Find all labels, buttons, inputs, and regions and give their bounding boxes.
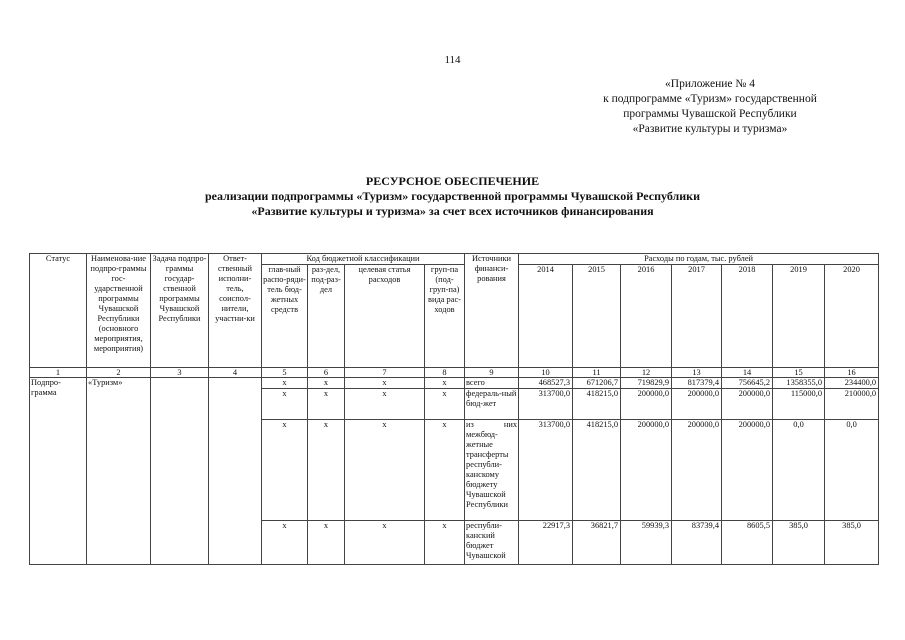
- header-name: Наименова-ние подпро-граммы гос-ударственной программы Чувашской Республики (основного мероприятия, мероприятия): [87, 254, 151, 368]
- column-number: 4: [209, 368, 262, 378]
- value-cell: 418215,0: [573, 420, 621, 521]
- value-cell: 719829,9: [621, 378, 672, 389]
- code-grbs: x: [262, 378, 308, 389]
- value-cell: 200000,0: [722, 420, 773, 521]
- value-cell: 0,0: [773, 420, 825, 521]
- appendix-line-3: программы Чувашской Республики: [623, 108, 797, 120]
- value-cell: 200000,0: [672, 420, 722, 521]
- code-section: x: [308, 521, 345, 565]
- resource-table: [29, 253, 879, 565]
- code-section: x: [308, 420, 345, 521]
- header-year: 2015: [573, 265, 621, 368]
- header-responsible: Ответ-ственный исполни-тель, соиспол-нители, участни-ки: [209, 254, 262, 368]
- header-year: 2016: [621, 265, 672, 368]
- row-name: «Туризм»: [87, 378, 151, 565]
- column-number: 6: [308, 368, 345, 378]
- title-line-1: РЕСУРСНОЕ ОБЕСПЕЧЕНИЕ: [365, 174, 540, 188]
- column-number: 1: [30, 368, 87, 378]
- column-number: 16: [825, 368, 879, 378]
- column-number: 9: [465, 368, 519, 378]
- column-number: 15: [773, 368, 825, 378]
- source-cell: федераль-ный бюд-жет: [465, 389, 519, 420]
- value-cell: 200000,0: [672, 389, 722, 420]
- value-cell: 210000,0: [825, 389, 879, 420]
- source-cell: республи-канский бюджет Чувашской: [465, 521, 519, 565]
- header-row-1: [30, 254, 879, 265]
- column-number: 5: [262, 368, 308, 378]
- title-line-2: реализации подпрограммы «Туризм» государственной программы Чувашской Республики: [204, 189, 701, 203]
- header-grbs: глав-ный распо-ряди-тель бюд-жетных средств: [262, 265, 308, 368]
- title-line-3: «Развитие культуры и туризма» за счет всех источников финансирования: [251, 204, 654, 218]
- code-target: x: [345, 389, 425, 420]
- column-number: 10: [519, 368, 573, 378]
- column-number-row: [30, 368, 879, 378]
- code-group: x: [425, 521, 465, 565]
- column-number: 2: [87, 368, 151, 378]
- column-number: 7: [345, 368, 425, 378]
- header-expenses: Расходы по годам, тыс. рублей: [519, 254, 879, 265]
- value-cell: 200000,0: [722, 389, 773, 420]
- header-year: 2014: [519, 265, 573, 368]
- value-cell: 234400,0: [825, 378, 879, 389]
- appendix-line-1: «Приложение № 4: [665, 78, 755, 90]
- value-cell: 59939,3: [621, 521, 672, 565]
- code-section: x: [308, 378, 345, 389]
- column-number: 11: [573, 368, 621, 378]
- value-cell: 817379,4: [672, 378, 722, 389]
- code-grbs: x: [262, 420, 308, 521]
- header-sources: Источники финанси-рования: [465, 254, 519, 368]
- row-task: [151, 378, 209, 565]
- page-number: 114: [444, 54, 461, 66]
- code-target: x: [345, 378, 425, 389]
- code-group: x: [425, 378, 465, 389]
- column-number: 8: [425, 368, 465, 378]
- value-cell: 83739,4: [672, 521, 722, 565]
- table-row: [30, 378, 879, 389]
- header-task: Задача подпро-граммы государ-ственной программы Чувашской Республики: [151, 254, 209, 368]
- code-grbs: x: [262, 389, 308, 420]
- code-grbs: x: [262, 521, 308, 565]
- header-target: целевая статья расходов: [345, 265, 425, 368]
- code-section: x: [308, 389, 345, 420]
- column-number: 14: [722, 368, 773, 378]
- code-target: x: [345, 521, 425, 565]
- value-cell: 115000,0: [773, 389, 825, 420]
- column-number: 12: [621, 368, 672, 378]
- value-cell: 200000,0: [621, 420, 672, 521]
- value-cell: 385,0: [773, 521, 825, 565]
- source-cell: из них межбюд-жетные трансферты республи-канскому бюджету Чувашской Республики: [465, 420, 519, 521]
- value-cell: 22917,3: [519, 521, 573, 565]
- value-cell: 385,0: [825, 521, 879, 565]
- appendix-heading: [560, 77, 860, 137]
- header-year: 2019: [773, 265, 825, 368]
- value-cell: 0,0: [825, 420, 879, 521]
- value-cell: 1358355,0: [773, 378, 825, 389]
- header-status: Статус: [30, 254, 87, 368]
- document-title: [0, 174, 905, 219]
- appendix-line-2: к подпрограмме «Туризм» государственной: [603, 93, 817, 105]
- code-target: x: [345, 420, 425, 521]
- code-group: x: [425, 420, 465, 521]
- value-cell: 313700,0: [519, 420, 573, 521]
- code-group: x: [425, 389, 465, 420]
- row-status: Подпро-грамма: [30, 378, 87, 565]
- column-number: 3: [151, 368, 209, 378]
- value-cell: 418215,0: [573, 389, 621, 420]
- header-year: 2017: [672, 265, 722, 368]
- header-year: 2018: [722, 265, 773, 368]
- value-cell: 36821,7: [573, 521, 621, 565]
- header-section: раз-дел, под-раз-дел: [308, 265, 345, 368]
- header-group: груп-па (под-груп-па) вида рас-ходов: [425, 265, 465, 368]
- appendix-line-4: «Развитие культуры и туризма»: [632, 123, 788, 135]
- header-year: 2020: [825, 265, 879, 368]
- value-cell: 756645,2: [722, 378, 773, 389]
- value-cell: 468527,3: [519, 378, 573, 389]
- row-responsible: [209, 378, 262, 565]
- header-budget-code: Код бюджетной классификации: [262, 254, 465, 265]
- value-cell: 313700,0: [519, 389, 573, 420]
- value-cell: 671206,7: [573, 378, 621, 389]
- source-cell: всего: [465, 378, 519, 389]
- value-cell: 8605,5: [722, 521, 773, 565]
- value-cell: 200000,0: [621, 389, 672, 420]
- column-number: 13: [672, 368, 722, 378]
